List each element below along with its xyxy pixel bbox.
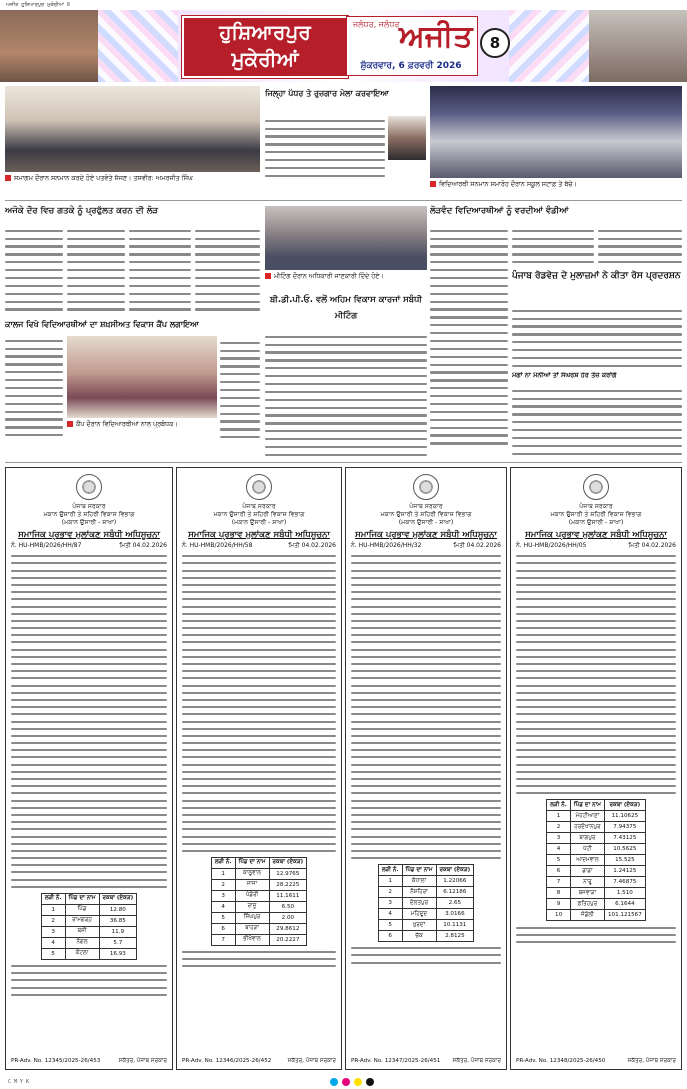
table-cell: ਰਾਮਗੜ੍ਹ [65, 915, 99, 926]
table-row [547, 877, 646, 888]
story5-headline: ਬੀ.ਡੀ.ਪੀ.ਓ. ਵਲੋਂ ਅਹਿਮ ਵਿਕਾਸ ਕਾਰਜਾਂ ਸਬੰਧੀ ਮੀਟਿੰਗ [270, 295, 422, 321]
table-header-cell: ਰਕਬਾ (ਏਕੜ) [269, 857, 307, 868]
story6-headline: ਪੰਜਾਬ ਰੋਡਵੇਜ਼ ਦੇ ਮੁਲਾਜ਼ਮਾਂ ਨੇ ਕੀਤਾ ਰੋਸ ਪ੍ਰਦਰਸ਼ਨ [512, 271, 681, 281]
dept-line3: (ਮਕਾਨ ਉਸਾਰੀ - ਸ਼ਾਖਾ) [61, 519, 117, 526]
story5-caption-text: ਮੀਟਿੰਗ ਦੌਰਾਨ ਅਧਿਕਾਰੀ ਜਾਣਕਾਰੀ ਦਿੰਦੇ ਹੋਏ। [274, 272, 384, 280]
notice-footer [11, 1058, 167, 1065]
notice-footer [516, 1058, 676, 1065]
masthead-photo-left [0, 10, 98, 82]
notice-body-end [177, 951, 341, 967]
paper-subtitle: ਜਲੰਧਰ, ਜਲੰਧਰ [353, 20, 400, 29]
table-cell: 8 [547, 888, 571, 899]
table-cell: 2 [211, 879, 235, 890]
story3-body-col3 [598, 224, 682, 266]
caption-marker-icon [5, 175, 11, 181]
notice-ref: ਨੰ. HU-HMB/2026/HH/87 [11, 542, 82, 549]
table-cell: ਆਦਮਵਾਲ [570, 855, 604, 866]
table-cell: 4 [41, 937, 65, 948]
table-cell: 6 [211, 923, 235, 934]
story4-headline: ਕਾਲਜ ਵਿਖੇ ਵਿਦਿਆਰਥੀਆਂ ਦਾ ਸ਼ਖ਼ਸੀਅਤ ਵਿਕਾਸ ਕੈਂਪ ਲਗਾਇਆ [5, 320, 199, 329]
table-cell: 7 [211, 934, 235, 945]
story4-caption-text: ਕੈਂਪ ਦੌਰਾਨ ਵਿਦਿਆਰਥੀਆਂ ਨਾਲ ਪ੍ਰਬੰਧਕ। [76, 420, 178, 428]
table-cell: 7 [547, 877, 571, 888]
table-cell: 4 [378, 909, 402, 920]
table-cell: 36.85 [99, 915, 137, 926]
story3-caption-text: ਵਿਦਿਆਰਥੀ ਸਨਮਾਨ ਸਮਾਰੋਹ ਦੌਰਾਨ ਸਕੂਲ ਸਟਾਫ਼ ਤੇ ਬੱਚੇ। [439, 180, 577, 188]
table-row [41, 915, 136, 926]
story1-photo [5, 86, 260, 172]
notice-footer [351, 1058, 501, 1065]
table-cell: 10.5625 [604, 844, 645, 855]
notice-footer [182, 1058, 336, 1065]
table-cell: 1 [547, 811, 571, 822]
table-cell: ਡਾਡਾ [570, 866, 604, 877]
table-row [211, 890, 306, 901]
story1-headline: ਅਜੋਕੇ ਦੌਰ ਵਿਚ ਗਤਕੇ ਨੂੰ ਪ੍ਰਫੁੱਲਤ ਕਰਨ ਦੀ ਲੋੜ [5, 206, 159, 216]
table-cell: 6 [547, 866, 571, 877]
story1-body-col1 [5, 224, 63, 314]
notice-signatory: ਸਕੱਤਰ, ਪੰਜਾਬ ਸਰਕਾਰ [627, 1058, 676, 1064]
table-cell: ਕਾਲੂਵਾਲ [235, 868, 269, 879]
table-header-cell: ਪਿੰਡ ਦਾ ਨਾਮ [235, 857, 269, 868]
notice-table [378, 864, 474, 942]
table-row [41, 948, 136, 959]
table-cell: ਦੋਲਤਪੁਰ [402, 898, 436, 909]
table-cell: 12.80 [99, 904, 137, 915]
table-cell: 2 [41, 915, 65, 926]
paper-brand [346, 16, 478, 76]
dept-line1: ਪੰਜਾਬ ਸਰਕਾਰ [409, 503, 443, 510]
table-cell: ਜੰਡੋਲੀ [570, 910, 604, 921]
table-header-row [378, 865, 473, 876]
table-cell: 5 [547, 855, 571, 866]
table-cell: 1 [378, 876, 402, 887]
table-header-cell: ਰਕਬਾ (ਏਕੜ) [436, 865, 474, 876]
city-title-2: ਮੁਕੇਰੀਆਂ [231, 47, 299, 71]
notice-dept [6, 503, 172, 527]
table-row [211, 912, 306, 923]
notice-body-end [6, 965, 172, 996]
story4-body-col2 [220, 336, 260, 446]
dept-line2: ਮਕਾਨ ਉਸਾਰੀ ਤੇ ਸ਼ਹਿਰੀ ਵਿਕਾਸ ਵਿਭਾਗ [550, 511, 642, 518]
table-cell: 7.46875 [604, 877, 645, 888]
city-title: ਹੁਸ਼ਿਆਰਪੁਰ [219, 20, 311, 44]
govt-emblem-icon [246, 474, 272, 500]
dept-line1: ਪੰਜਾਬ ਸਰਕਾਰ [242, 503, 276, 510]
table-cell: 4 [547, 844, 571, 855]
table-cell: ਨਾਰੂ [570, 877, 604, 888]
table-cell: 11.1611 [269, 890, 307, 901]
page-number: 8 [480, 28, 510, 58]
table-cell: 5.7 [99, 937, 137, 948]
table-cell: 6.1644 [604, 899, 645, 910]
table-cell: 6.50 [269, 901, 307, 912]
table-cell: 3.0166 [436, 909, 474, 920]
table-cell: 10.1131 [436, 920, 474, 931]
dept-line3: (ਮਕਾਨ ਉਸਾਰੀ - ਸ਼ਾਖਾ) [398, 519, 454, 526]
table-header-row [211, 857, 306, 868]
table-row [547, 866, 646, 877]
story6-body-2 [512, 384, 682, 460]
registration-yellow-icon [354, 1078, 362, 1086]
table-row [378, 876, 473, 887]
notice-2 [176, 467, 342, 1070]
issue-date: ਸ਼ੁੱਕਰਵਾਰ, 6 ਫ਼ਰਵਰੀ 2026 [360, 61, 462, 71]
notice-body [6, 555, 172, 888]
table-cell: ਚੱਕ [402, 931, 436, 942]
table-cell: ਮੇਹਟੀਆਣਾ [570, 811, 604, 822]
notice-body [346, 555, 506, 859]
table-cell: 1.510 [604, 888, 645, 899]
table-row [378, 931, 473, 942]
table-cell: 1 [211, 868, 235, 879]
notice-adv-no: PR-Adv. No. 12347/2025-26/451 [351, 1058, 441, 1064]
table-cell: ਰਾਜੂ [235, 901, 269, 912]
table-cell: 28.2225 [269, 879, 307, 890]
table-cell: 6 [378, 931, 402, 942]
notice-dept [346, 503, 506, 527]
table-cell: 1.22066 [436, 876, 474, 887]
table-row [547, 888, 646, 899]
table-header-cell: ਪਿੰਡ ਦਾ ਨਾਮ [65, 893, 99, 904]
table-cell: ਖੁਰਦਾਂ [402, 920, 436, 931]
table-cell: ਬਾਹੜਾ [235, 923, 269, 934]
table-cell: ਹਰਦੋਖਾਨਪੁਰ [570, 822, 604, 833]
govt-emblem-icon [413, 474, 439, 500]
story2-portrait [388, 116, 426, 160]
notice-dept [177, 503, 341, 527]
print-colour-bar: C M Y K [8, 1079, 30, 1085]
table-cell: 1.24125 [604, 866, 645, 877]
table-cell: 11.9 [99, 926, 137, 937]
table-cell: 7.94375 [604, 822, 645, 833]
table-cell: 2 [547, 822, 571, 833]
table-header-cell: ਲੜੀ ਨੰ. [547, 800, 571, 811]
registration-black-icon [366, 1078, 374, 1086]
divider [5, 200, 682, 201]
table-cell: ਪੰਡੋਰੀ [235, 890, 269, 901]
notice-heading: ਸਮਾਜਿਕ ਪ੍ਰਭਾਵ ਮੁਲਾਂਕਣ ਸਬੰਧੀ ਅਧਿਸੂਚਨਾ [355, 530, 497, 540]
masthead-photo-right [589, 10, 687, 82]
table-row [547, 833, 646, 844]
notice-ref-row [346, 542, 506, 550]
table-row [41, 926, 136, 937]
notice-heading: ਸਮਾਜਿਕ ਪ੍ਰਭਾਵ ਮੁਲਾਂਕਣ ਸਬੰਧੀ ਅਧਿਸੂਚਨਾ [525, 530, 667, 540]
table-row [547, 844, 646, 855]
table-cell: 10 [547, 910, 571, 921]
table-cell: 15.525 [604, 855, 645, 866]
table-cell: ਬਾਗਪੁਰ [570, 833, 604, 844]
table-row [378, 920, 473, 931]
notice-signatory: ਸਕੱਤਰ, ਪੰਜਾਬ ਸਰਕਾਰ [118, 1058, 167, 1064]
dept-line3: (ਮਕਾਨ ਉਸਾਰੀ - ਸ਼ਾਖਾ) [231, 519, 287, 526]
story3-body-col1 [430, 224, 508, 460]
table-cell: 3 [41, 926, 65, 937]
story1-body-col4 [195, 224, 260, 314]
paper-name: ਅਜੀਤ [399, 19, 473, 54]
table-cell: ਬਸੀ [65, 926, 99, 937]
table-cell: 3 [378, 898, 402, 909]
table-cell: 6.12186 [436, 887, 474, 898]
table-cell: 12.9765 [269, 868, 307, 879]
table-row [378, 887, 473, 898]
table-cell: 4 [211, 901, 235, 912]
story1-body-col2 [67, 224, 125, 314]
table-row [378, 909, 473, 920]
table-cell: ਨੌਸ਼ਹਿਰਾ [402, 887, 436, 898]
table-cell: ਫ਼ਤਿਹਪੁਰ [570, 899, 604, 910]
govt-emblem-icon [76, 474, 102, 500]
table-cell: 3 [547, 833, 571, 844]
notice-dept [511, 503, 681, 527]
table-row [547, 910, 646, 921]
table-cell: ਕੋਟਲਾ [65, 948, 99, 959]
notice-date: ਮਿਤੀ 04.02.2026 [119, 542, 167, 549]
table-row [378, 898, 473, 909]
story5-photo [265, 206, 427, 270]
table-row [547, 855, 646, 866]
table-cell: 5 [378, 920, 402, 931]
notice-3 [345, 467, 507, 1070]
govt-emblem-icon [583, 474, 609, 500]
notice-ref: ਨੰ. HU-HMB/2026/HH/05 [516, 542, 587, 549]
story6-body [512, 304, 682, 368]
table-cell: 7.43125 [604, 833, 645, 844]
dept-line3: (ਮਕਾਨ ਉਸਾਰੀ - ਸ਼ਾਖਾ) [568, 519, 624, 526]
table-cell: ਪਿੰਡ [65, 904, 99, 915]
story3-caption [430, 180, 682, 196]
story3-photo [430, 86, 682, 178]
story2-body [265, 114, 385, 178]
story6-sub: ਮੰਗਾਂ ਨਾ ਮੰਨੀਆਂ ਤਾਂ ਸੰਘਰਸ਼ ਹੋਰ ਤੇਜ਼ ਕਰਾਂਗੇ [512, 372, 617, 379]
caption-marker-icon [67, 421, 73, 427]
table-cell: 2.8125 [436, 931, 474, 942]
table-header-cell: ਲੜੀ ਨੰ. [378, 865, 402, 876]
story4-body-col1 [5, 334, 63, 444]
section-title [182, 16, 348, 78]
table-cell: 1 [41, 904, 65, 915]
notice-4 [510, 467, 682, 1070]
notice-table [41, 893, 137, 960]
table-row [547, 822, 646, 833]
table-row [211, 934, 306, 945]
table-cell: 3 [211, 890, 235, 901]
story5-body [265, 330, 427, 458]
notice-adv-no: PR-Adv. No. 12348/2025-26/450 [516, 1058, 606, 1064]
notice-table [546, 799, 646, 921]
notice-body-end [511, 927, 681, 943]
story1-caption [5, 174, 260, 190]
table-cell: ਬਜਵਾੜਾ [570, 888, 604, 899]
notice-heading: ਸਮਾਜਿਕ ਪ੍ਰਭਾਵ ਮੁਲਾਂਕਣ ਸਬੰਧੀ ਅਧਿਸੂਚਨਾ [18, 530, 160, 540]
notice-ref-row [511, 542, 681, 550]
table-row [41, 904, 136, 915]
masthead [0, 10, 687, 82]
story4-caption [67, 420, 217, 446]
table-cell: 20.2227 [269, 934, 307, 945]
table-cell: 2 [378, 887, 402, 898]
notice-adv-no: PR-Adv. No. 12345/2025-26/453 [11, 1058, 101, 1064]
table-cell: 9 [547, 899, 571, 910]
table-cell: 2.65 [436, 898, 474, 909]
story1-body-col3 [129, 224, 191, 314]
notice-date: ਮਿਤੀ 04.02.2026 [453, 542, 501, 549]
table-header-row [547, 800, 646, 811]
dept-line2: ਮਕਾਨ ਉਸਾਰੀ ਤੇ ਸ਼ਹਿਰੀ ਵਿਕਾਸ ਵਿਭਾਗ [380, 511, 472, 518]
notice-date: ਮਿਤੀ 04.02.2026 [628, 542, 676, 549]
table-header-cell: ਪਿੰਡ ਦਾ ਨਾਮ [570, 800, 604, 811]
story3-headline: ਲੋੜਵੰਦ ਵਿਦਿਆਰਥੀਆਂ ਨੂੰ ਵਰਦੀਆਂ ਵੰਡੀਆਂ [430, 206, 569, 216]
table-header-cell: ਰਕਬਾ (ਏਕੜ) [604, 800, 645, 811]
story2-headline: ਜਿਲ੍ਹਾ ਪੱਧਰ ਤੇ ਰੁਜ਼ਗਾਰ ਮੇਲਾ ਕਰਵਾਇਆ [265, 89, 389, 98]
table-cell: 29.8612 [269, 923, 307, 934]
table-cell: ਭੀਖੋਵਾਲ [235, 934, 269, 945]
notice-1 [5, 467, 173, 1070]
print-slug: ਅਜੀਤ ਹੁਸ਼ਿਆਰਪੁਰ ਮੁਕੇਰੀਆਂ 8 [6, 2, 70, 8]
table-cell: 5 [41, 948, 65, 959]
table-row [211, 901, 306, 912]
table-cell: ਜਾਜਾ [235, 879, 269, 890]
dept-line1: ਪੰਜਾਬ ਸਰਕਾਰ [579, 503, 613, 510]
story1-caption-text: ਸਮਾਗਮ ਦੌਰਾਨ ਸਨਮਾਨ ਕਰਦੇ ਹੋਏ ਪਤਵੰਤੇ ਸੱਜਣ। ਤਸਵੀਰ: ਅਮਰਜੀਤ ਸਿੰਘ [14, 174, 193, 182]
table-row [41, 937, 136, 948]
registration-magenta-icon [342, 1078, 350, 1086]
caption-marker-icon [430, 181, 436, 187]
dept-line1: ਪੰਜਾਬ ਸਰਕਾਰ [72, 503, 106, 510]
table-cell: ਸਿੰਘਪੁਰ [235, 912, 269, 923]
caption-marker-icon [265, 273, 271, 279]
table-row [547, 811, 646, 822]
masthead-pattern-left [98, 10, 178, 82]
table-header-cell: ਰਕਬਾ (ਏਕੜ) [99, 893, 137, 904]
divider [5, 462, 682, 463]
notice-date: ਮਿਤੀ 04.02.2026 [288, 542, 336, 549]
notice-heading: ਸਮਾਜਿਕ ਪ੍ਰਭਾਵ ਮੁਲਾਂਕਣ ਸਬੰਧੀ ਅਧਿਸੂਚਨਾ [188, 530, 330, 540]
table-cell: 5 [211, 912, 235, 923]
story5-caption [265, 272, 427, 288]
notice-body [177, 555, 341, 852]
table-header-row [41, 893, 136, 904]
notice-body-end [346, 947, 506, 963]
table-row [211, 879, 306, 890]
notice-signatory: ਸਕੱਤਰ, ਪੰਜਾਬ ਸਰਕਾਰ [452, 1058, 501, 1064]
masthead-pattern-right [509, 10, 589, 82]
notice-body [511, 555, 681, 794]
table-cell: ਕੰਧਾਲਾ [402, 876, 436, 887]
table-cell: 2.00 [269, 912, 307, 923]
story4-photo [67, 336, 217, 418]
table-header-cell: ਲੜੀ ਨੰ. [41, 893, 65, 904]
notice-table [211, 857, 307, 946]
table-row [211, 868, 306, 879]
dept-line2: ਮਕਾਨ ਉਸਾਰੀ ਤੇ ਸ਼ਹਿਰੀ ਵਿਕਾਸ ਵਿਭਾਗ [213, 511, 305, 518]
table-cell: ਪੱਟੀ [570, 844, 604, 855]
notice-adv-no: PR-Adv. No. 12346/2025-26/452 [182, 1058, 272, 1064]
table-cell: 101.121567 [604, 910, 645, 921]
table-cell: 16.93 [99, 948, 137, 959]
registration-cyan-icon [330, 1078, 338, 1086]
table-cell: ਨੰਗਲ [65, 937, 99, 948]
table-cell: 11.10625 [604, 811, 645, 822]
notice-signatory: ਸਕੱਤਰ, ਪੰਜਾਬ ਸਰਕਾਰ [287, 1058, 336, 1064]
table-row [547, 899, 646, 910]
table-row [211, 923, 306, 934]
table-header-cell: ਲੜੀ ਨੰ. [211, 857, 235, 868]
dept-line2: ਮਕਾਨ ਉਸਾਰੀ ਤੇ ਸ਼ਹਿਰੀ ਵਿਕਾਸ ਵਿਭਾਗ [43, 511, 135, 518]
notice-ref-row [6, 542, 172, 550]
story3-body-col2 [512, 224, 594, 266]
notice-ref: ਨੰ. HU-HMB/2026/HH/58 [182, 542, 253, 549]
notice-ref: ਨੰ. HU-HMB/2026/HH/32 [351, 542, 422, 549]
table-header-cell: ਪਿੰਡ ਦਾ ਨਾਮ [402, 865, 436, 876]
table-cell: ਮਹਿਦੂਦ [402, 909, 436, 920]
notice-ref-row [177, 542, 341, 550]
